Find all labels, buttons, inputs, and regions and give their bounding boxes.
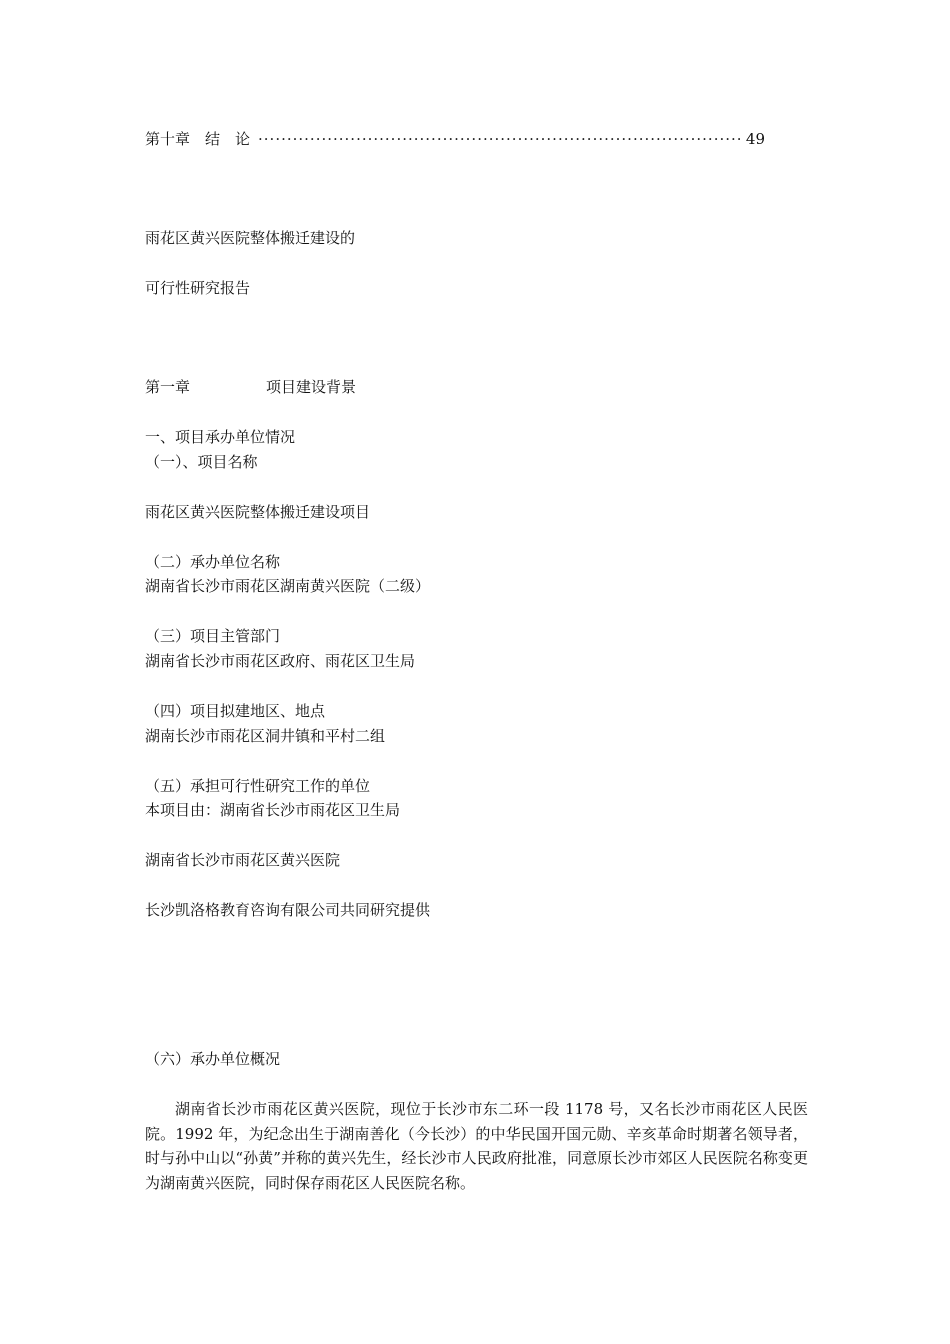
item-dept-value: 湖南省长沙市雨花区政府、雨花区卫生局 bbox=[145, 652, 416, 670]
item-study-value-3: 长沙凯洛格教育咨询有限公司共同研究提供 bbox=[145, 901, 431, 919]
item-study-heading: （五）承担可行性研究工作的单位 bbox=[145, 777, 371, 795]
section-heading: 一、项目承办单位情况 bbox=[145, 428, 296, 446]
report-title-line1: 雨花区黄兴医院整体搬迁建设的 bbox=[145, 229, 356, 247]
item-site-heading: （四）项目拟建地区、地点 bbox=[145, 702, 326, 720]
item-name-value: 雨花区黄兴医院整体搬迁建设项目 bbox=[145, 503, 371, 521]
chapter-heading bbox=[145, 377, 356, 397]
toc-entry-page: 49 bbox=[745, 130, 765, 148]
item-unit-value: 湖南省长沙市雨花区湖南黄兴医院（二级） bbox=[145, 577, 431, 595]
item-name-heading: （一）、项目名称 bbox=[145, 453, 258, 471]
toc-leader-dots bbox=[258, 130, 740, 148]
chapter-title: 项目建设背景 bbox=[266, 378, 357, 396]
item-unit-heading: （二）承办单位名称 bbox=[145, 553, 281, 571]
chapter-number: 第一章 bbox=[145, 378, 191, 396]
item-overview-heading: （六）承办单位概况 bbox=[145, 1050, 281, 1068]
report-title-line2: 可行性研究报告 bbox=[145, 279, 251, 297]
item-overview-paragraph: 湖南省长沙市雨花区黄兴医院，现位于长沙市东二环一段 1178 号，又名长沙市雨花区人民医院。1992 年，为纪念出生于湖南善化（今长沙）的中华民国开国元勋、辛亥革命时期著名领导者，时与孙中山以“孙黄”并称的黄兴先生，经长沙市人民政府批准，同意原长沙市郊区人民医院名称变更为湖南黄兴医院，同时保存雨花区人民医院名称。 bbox=[145, 1100, 808, 1192]
toc-entry-title: 第十章 结 论 bbox=[145, 130, 251, 148]
toc-entry bbox=[145, 128, 765, 149]
item-study-value-1: 本项目由：湖南省长沙市雨花区卫生局 bbox=[145, 801, 401, 819]
item-site-value: 湖南长沙市雨花区洞井镇和平村二组 bbox=[145, 727, 386, 745]
item-study-value-2: 湖南省长沙市雨花区黄兴医院 bbox=[145, 851, 341, 869]
item-dept-heading: （三）项目主管部门 bbox=[145, 627, 281, 645]
